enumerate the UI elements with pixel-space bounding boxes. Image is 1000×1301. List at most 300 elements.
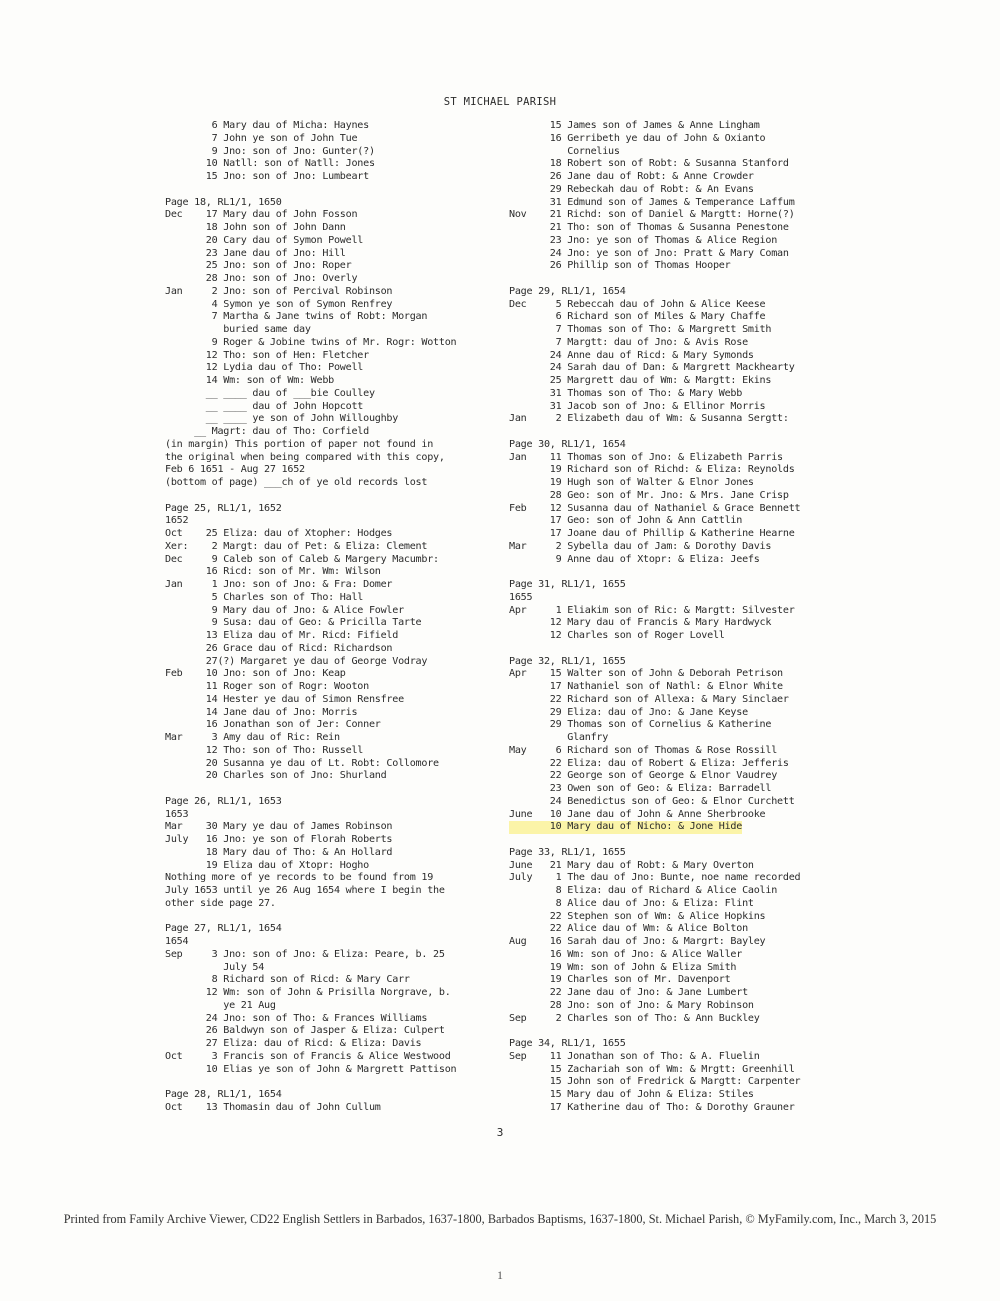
record-line	[165, 987, 495, 1000]
record-text: Page 27, RL1/1, 1654	[165, 923, 282, 935]
record-line	[509, 885, 839, 898]
record-text: Page 28, RL1/1, 1654	[165, 1089, 282, 1100]
record-text: 22 Stephen son of Wm: & Alice Hopkins	[509, 910, 766, 922]
record-line	[509, 452, 839, 465]
record-line	[509, 401, 839, 414]
record-text: 18 John son of John Dann	[165, 222, 346, 233]
record-text: 7 Margtt: dau of Jno: & Avis Rose	[509, 336, 748, 348]
record-text: 9 Jno: son of Jno: Gunter(?)	[165, 145, 375, 157]
record-text: buried same day	[165, 324, 311, 335]
page-reference-line	[509, 286, 839, 299]
record-line	[165, 146, 495, 159]
record-line	[165, 758, 495, 771]
record-text: Oct 25 Eliza: dau of Xtopher: Hodges	[165, 528, 393, 539]
record-line	[165, 362, 495, 375]
record-text: Page 18, RL1/1, 1650	[165, 196, 282, 208]
record-text: 5 Charles son of Tho: Hall	[165, 591, 364, 603]
record-text: 7 John ye son of John Tue	[165, 132, 358, 144]
record-text: June 21 Mary dau of Robt: & Mary Overton	[509, 859, 754, 871]
record-text: 22 Alice dau of Wm: & Alice Bolton	[509, 923, 748, 935]
record-text: Mar 30 Mary ye dau of James Robinson	[165, 821, 393, 833]
record-text: Feb 10 Jno: son of Jno: Keap	[165, 668, 346, 680]
record-line	[165, 656, 495, 669]
record-line	[165, 375, 495, 388]
record-line	[509, 171, 839, 184]
record-text: 6 Mary dau of Micha: Haynes	[165, 120, 369, 131]
record-line	[165, 286, 495, 299]
record-text: 14 Wm: son of Wm: Webb	[165, 375, 334, 386]
record-text: June 10 Jane dau of John & Anne Sherbrooke	[509, 808, 766, 820]
record-line	[165, 617, 495, 630]
record-text: 12 Tho: son of Tho: Russell	[165, 744, 364, 756]
record-line	[165, 1102, 495, 1115]
record-text: Page 33, RL1/1, 1655	[509, 846, 626, 858]
record-text: 8 Richard son of Ricd: & Mary Carr	[165, 974, 410, 986]
record-line	[165, 1064, 495, 1077]
record-text: 20 Susanna ye dau of Lt. Robt: Collomore	[165, 757, 439, 769]
record-line	[509, 299, 839, 312]
record-line	[509, 375, 839, 388]
record-text: 15 James son of James & Anne Lingham	[509, 120, 760, 131]
record-line	[509, 668, 839, 681]
page-reference-line	[509, 1038, 839, 1051]
record-text: 22 Eliza: dau of Robert & Eliza: Jefferis	[509, 757, 789, 769]
record-line	[165, 1076, 495, 1089]
left-column	[165, 120, 495, 1115]
record-line	[509, 796, 839, 809]
record-text: 23 Jane dau of Jno: Hill	[165, 247, 346, 259]
page-reference-line	[165, 1089, 495, 1102]
record-text: 23 Jno: ye son of Thomas & Alice Region	[509, 234, 778, 246]
record-line	[165, 464, 495, 477]
record-text: May 6 Richard son of Thomas & Rose Rossill	[509, 744, 778, 756]
record-line	[509, 809, 839, 822]
record-text: 15 Zachariah son of Wm: & Mrgtt: Greenhill	[509, 1063, 795, 1075]
record-text: Oct 3 Francis son of Francis & Alice Westwood	[165, 1050, 451, 1062]
record-text: 24 Jno: ye son of Jno: Pratt & Mary Coman	[509, 247, 789, 259]
record-line	[165, 248, 495, 261]
record-text: ye 21 Aug	[165, 999, 276, 1011]
record-line	[165, 745, 495, 758]
record-line	[509, 821, 839, 834]
record-line	[165, 171, 495, 184]
record-line	[165, 158, 495, 171]
record-line	[509, 770, 839, 783]
record-text: 27 Eliza: dau of Ricd: & Eliza: Davis	[165, 1038, 422, 1049]
page-reference-line	[509, 656, 839, 669]
record-text: 19 Charles son of Mr. Davenport	[509, 974, 731, 986]
record-text: 10 Elias ye son of John & Margrett Pattison	[165, 1063, 457, 1075]
right-column	[509, 120, 839, 1115]
record-line	[509, 974, 839, 987]
record-line	[165, 949, 495, 962]
record-line	[509, 1013, 839, 1026]
record-line	[509, 477, 839, 490]
record-text: Mar 3 Amy dau of Ric: Rein	[165, 732, 340, 743]
record-text: 28 Jno: son of Jno: & Mary Robinson	[509, 999, 754, 1011]
record-line	[509, 592, 839, 605]
page-number: 3	[496, 1126, 504, 1139]
record-text: 17 Nathaniel son of Nathl: & Elnor White	[509, 681, 783, 692]
record-text: 21 Tho: son of Thomas & Susanna Penestone	[509, 222, 789, 233]
page-reference-line	[509, 847, 839, 860]
record-text: 16 Jonathan son of Jer: Conner	[165, 719, 381, 731]
record-text: 22 Richard son of Allexa: & Mary Sinclaer	[509, 693, 789, 705]
record-line	[509, 541, 839, 554]
record-line	[509, 311, 839, 324]
record-text: 25 Jno: son of Jno: Roper	[165, 260, 352, 272]
page-reference-line	[165, 197, 495, 210]
record-line	[165, 911, 495, 924]
record-text: __ ____ ye son of John Willoughby	[165, 413, 399, 425]
record-text: July 1653 until ye 26 Aug 1654 where I begin the	[165, 885, 445, 896]
record-text: Page 34, RL1/1, 1655	[509, 1038, 626, 1049]
record-line	[165, 311, 495, 324]
record-line	[509, 605, 839, 618]
record-text: 6 Richard son of Miles & Mary Chaffe	[509, 311, 766, 323]
record-text: Page 25, RL1/1, 1652	[165, 502, 282, 514]
record-line	[509, 350, 839, 363]
highlighted-record-text: 10 Mary dau of Nicho: & Jone Hide	[509, 821, 743, 833]
record-line	[509, 503, 839, 516]
record-line	[509, 962, 839, 975]
record-text: 24 Benedictus son of Geo: & Elnor Curchett	[509, 795, 795, 807]
footer-citation: Printed from Family Archive Viewer, CD22 English Settlers in Barbados, 1637-1800, Barbados Baptisms, 1637-1800, St. Michael Parish, © MyFamily.com, Inc., March 3, 2015	[63, 1212, 937, 1226]
page-reference-line	[165, 923, 495, 936]
record-text: 20 Cary dau of Symon Powell	[165, 234, 364, 246]
record-text: 1654	[165, 936, 189, 947]
record-line	[165, 821, 495, 834]
record-text: Apr 1 Eliakim son of Ric: & Margtt: Silvester	[509, 604, 795, 616]
record-line	[509, 184, 839, 197]
record-line	[509, 745, 839, 758]
record-line	[509, 923, 839, 936]
record-text: 22 George son of George & Elnor Vaudrey	[509, 770, 778, 782]
record-text: 1652	[165, 515, 189, 527]
record-line	[165, 209, 495, 222]
record-text: Jan 11 Thomas son of Jno: & Elizabeth Parris	[509, 451, 783, 463]
record-text: 4 Symon ye son of Symon Renfrey	[165, 298, 393, 310]
record-text: 19 Hugh son of Walter & Elnor Jones	[509, 477, 754, 488]
record-text: Aug 16 Sarah dau of Jno: & Margrt: Bayley	[509, 936, 766, 947]
record-line	[165, 452, 495, 465]
record-text: Page 32, RL1/1, 1655	[509, 655, 626, 667]
record-text: 14 Hester ye dau of Simon Rensfree	[165, 693, 404, 705]
record-line	[165, 401, 495, 414]
record-line	[165, 273, 495, 286]
record-text: Jan 1 Jno: son of Jno: & Fra: Domer	[165, 579, 393, 590]
record-line	[509, 133, 839, 146]
record-text: July 54	[165, 961, 265, 973]
page-reference-line	[509, 439, 839, 452]
record-text: 1653	[165, 808, 189, 820]
record-line	[165, 783, 495, 796]
record-text: Feb 12 Susanna dau of Nathaniel & Grace Bennett	[509, 502, 801, 514]
record-line	[509, 911, 839, 924]
record-text: Dec 5 Rebeccah dau of John & Alice Keese	[509, 298, 766, 310]
record-text: 28 Jno: son of Jno: Overly	[165, 273, 358, 284]
record-line	[165, 426, 495, 439]
record-line	[165, 936, 495, 949]
record-text: 12 Charles son of Roger Lovell	[509, 630, 725, 641]
record-text: 31 Edmund son of James & Temperance Laffum	[509, 196, 795, 208]
record-text: Page 26, RL1/1, 1653	[165, 795, 282, 807]
record-text: 27(?) Margaret ye dau of George Vodray	[165, 655, 428, 667]
record-line	[509, 872, 839, 885]
record-line	[509, 209, 839, 222]
record-text: 8 Eliza: dau of Richard & Alice Caolin	[509, 885, 778, 896]
record-line	[509, 197, 839, 210]
record-line	[165, 133, 495, 146]
record-line	[165, 541, 495, 554]
record-line	[509, 1089, 839, 1102]
record-line	[509, 681, 839, 694]
record-line	[165, 643, 495, 656]
record-line	[509, 1064, 839, 1077]
record-line	[509, 120, 839, 133]
record-line	[509, 834, 839, 847]
record-line	[165, 707, 495, 720]
record-line	[165, 885, 495, 898]
record-text: Glanfry	[509, 732, 609, 743]
record-text: 20 Charles son of Jno: Shurland	[165, 770, 387, 782]
record-line	[165, 120, 495, 133]
record-text: __ Magrt: dau of Tho: Corfield	[165, 426, 369, 437]
record-line	[165, 872, 495, 885]
record-line	[509, 732, 839, 745]
record-line	[165, 847, 495, 860]
page-reference-line	[165, 503, 495, 516]
record-line	[165, 694, 495, 707]
record-line	[165, 350, 495, 363]
record-line	[509, 362, 839, 375]
record-text: (bottom of page) ___ch of ye old records lost	[165, 477, 428, 488]
record-text: July 16 Jno: ye son of Florah Roberts	[165, 834, 393, 845]
record-text: 19 Richard son of Richd: & Eliza: Reynolds	[509, 464, 795, 476]
record-line	[509, 222, 839, 235]
record-text: 23 Owen son of Geo: & Eliza: Barradell	[509, 783, 772, 794]
record-line	[509, 337, 839, 350]
record-line	[509, 515, 839, 528]
record-line	[165, 490, 495, 503]
record-text: 16 Wm: son of Jno: & Alice Waller	[509, 948, 743, 960]
record-line	[165, 592, 495, 605]
record-line	[509, 694, 839, 707]
record-line	[509, 324, 839, 337]
record-line	[165, 1013, 495, 1026]
footer-page-number: 1	[497, 1268, 503, 1282]
record-line	[165, 809, 495, 822]
record-text: 18 Mary dau of Tho: & An Hollard	[165, 846, 393, 858]
record-text: Dec 17 Mary dau of John Fosson	[165, 209, 358, 221]
record-text: 8 Alice dau of Jno: & Eliza: Flint	[509, 897, 754, 909]
record-text: 1655	[509, 591, 533, 603]
record-text: Page 29, RL1/1, 1654	[509, 285, 626, 297]
record-line	[165, 898, 495, 911]
record-line	[165, 337, 495, 350]
record-line	[509, 936, 839, 949]
record-text: 11 Roger son of Rogr: Wooton	[165, 681, 369, 692]
record-text: 26 Jane dau of Robt: & Anne Crowder	[509, 171, 754, 182]
document-title: ST MICHAEL PARISH	[443, 96, 557, 108]
record-line	[509, 260, 839, 273]
record-line	[165, 630, 495, 643]
record-line	[165, 222, 495, 235]
record-line	[165, 439, 495, 452]
record-line	[165, 554, 495, 567]
record-text: 15 John son of Fredrick & Margtt: Carpenter	[509, 1076, 801, 1088]
record-text: Page 30, RL1/1, 1654	[509, 438, 626, 450]
record-line	[509, 617, 839, 630]
record-line	[509, 630, 839, 643]
record-line	[165, 860, 495, 873]
record-text: 18 Robert son of Robt: & Susanna Stanford	[509, 158, 789, 170]
record-text: the original when being compared with this copy,	[165, 451, 445, 463]
record-line	[165, 528, 495, 541]
record-line	[509, 490, 839, 503]
record-text: 13 Eliza dau of Mr. Ricd: Fifield	[165, 630, 399, 641]
record-line	[165, 719, 495, 732]
record-line	[509, 1000, 839, 1013]
record-line	[165, 1051, 495, 1064]
record-line	[165, 184, 495, 197]
record-line	[509, 146, 839, 159]
record-text: 25 Margrett dau of Wm: & Margtt: Ekins	[509, 375, 772, 386]
record-text: 17 Joane dau of Phillip & Katherine Hearne	[509, 528, 795, 539]
record-text: 12 Lydia dau of Tho: Powell	[165, 362, 364, 374]
record-text: __ ____ dau of John Hopcott	[165, 400, 364, 412]
record-text: Sep 2 Charles son of Tho: & Ann Buckley	[509, 1012, 760, 1024]
record-text: Oct 13 Thomasin dau of John Cullum	[165, 1101, 381, 1113]
record-line	[509, 528, 839, 541]
record-text: Xer: 2 Margt: dau of Pet: & Eliza: Clement	[165, 540, 428, 552]
record-text: 17 Katherine dau of Tho: & Dorothy Grauner	[509, 1101, 795, 1113]
record-text: 17 Geo: son of John & Ann Cattlin	[509, 515, 743, 527]
page-reference-line	[509, 579, 839, 592]
record-text: 12 Mary dau of Francis & Mary Hardwyck	[509, 617, 772, 629]
record-text: 26 Phillip son of Thomas Hooper	[509, 260, 731, 272]
record-line	[165, 260, 495, 273]
record-text: 24 Sarah dau of Dan: & Margrett Mackhearty	[509, 362, 795, 374]
record-text: 7 Martha & Jane twins of Robt: Morgan	[165, 311, 428, 323]
record-text: Feb 6 1651 - Aug 27 1652	[165, 464, 305, 476]
record-text: Apr 15 Walter son of John & Deborah Petrison	[509, 668, 783, 680]
record-line	[165, 681, 495, 694]
record-text: Mar 2 Sybella dau of Jam: & Dorothy Davis	[509, 540, 772, 552]
record-line	[509, 566, 839, 579]
record-text: 15 Jno: son of Jno: Lumbeart	[165, 171, 369, 182]
record-line	[509, 1076, 839, 1089]
record-line	[165, 413, 495, 426]
record-text: 22 Jane dau of Jno: & Jane Lumbert	[509, 987, 748, 998]
record-line	[165, 974, 495, 987]
record-text: Jan 2 Elizabeth dau of Wm: & Susanna Sergtt:	[509, 413, 789, 425]
record-line	[165, 477, 495, 490]
record-line	[165, 324, 495, 337]
page-reference-line	[165, 796, 495, 809]
record-line	[509, 860, 839, 873]
record-line	[509, 413, 839, 426]
record-line	[165, 388, 495, 401]
record-line	[509, 273, 839, 286]
record-text: Page 31, RL1/1, 1655	[509, 579, 626, 590]
record-text: other side page 27.	[165, 897, 276, 909]
record-line	[165, 732, 495, 745]
record-text: 19 Wm: son of John & Eliza Smith	[509, 961, 737, 973]
record-line	[509, 719, 839, 732]
record-text: 15 Mary dau of John & Eliza: Stiles	[509, 1089, 754, 1100]
record-line	[165, 1038, 495, 1051]
record-line	[165, 962, 495, 975]
record-text: 12 Wm: son of John & Prisilla Norgrave, b.	[165, 987, 451, 998]
record-text: 24 Anne dau of Ricd: & Mary Symonds	[509, 349, 754, 361]
record-line	[165, 1025, 495, 1038]
record-line	[165, 605, 495, 618]
record-line	[165, 235, 495, 248]
record-line	[509, 1102, 839, 1115]
record-text: Nothing more of ye records to be found from 19	[165, 872, 434, 884]
record-line	[165, 566, 495, 579]
record-line	[165, 579, 495, 592]
record-line	[165, 299, 495, 312]
record-text: (in margin) This portion of paper not found in	[165, 438, 434, 450]
record-text: 14 Jane dau of Jno: Morris	[165, 706, 358, 718]
record-line	[509, 987, 839, 1000]
record-text: 31 Thomas son of Tho: & Mary Webb	[509, 387, 743, 399]
record-text: 29 Eliza: dau of Jno: & Jane Keyse	[509, 706, 748, 718]
record-line	[165, 770, 495, 783]
record-text: __ ____ dau of ___bie Coulley	[165, 387, 375, 399]
record-line	[509, 949, 839, 962]
record-line	[509, 783, 839, 796]
record-text: 29 Rebeckah dau of Robt: & An Evans	[509, 183, 754, 195]
record-line	[509, 158, 839, 171]
record-text: Dec 9 Caleb son of Caleb & Margery Macumbr:	[165, 553, 439, 565]
record-line	[509, 235, 839, 248]
record-line	[165, 668, 495, 681]
record-line	[509, 554, 839, 567]
record-line	[509, 643, 839, 656]
record-text: 10 Natll: son of Natll: Jones	[165, 158, 375, 170]
record-line	[509, 248, 839, 261]
record-line	[509, 758, 839, 771]
record-text: Nov 21 Richd: son of Daniel & Margtt: Horne(?)	[509, 209, 795, 221]
record-line	[509, 426, 839, 439]
record-line	[509, 388, 839, 401]
record-text: 31 Jacob son of Jno: & Ellinor Morris	[509, 400, 766, 412]
record-line	[509, 898, 839, 911]
record-text: July 1 The dau of Jno: Bunte, noe name recorded	[509, 872, 801, 884]
record-line	[165, 834, 495, 847]
record-text: 7 Thomas son of Tho: & Margrett Smith	[509, 324, 772, 335]
record-line	[165, 515, 495, 528]
record-line	[509, 707, 839, 720]
record-text: Sep 3 Jno: son of Jno: & Eliza: Peare, b. 25	[165, 948, 445, 960]
record-line	[509, 1051, 839, 1064]
record-text: 9 Susa: dau of Geo: & Pricilla Tarte	[165, 617, 422, 629]
record-text: 9 Mary dau of Jno: & Alice Fowler	[165, 604, 404, 616]
record-text: 29 Thomas son of Cornelius & Katherine	[509, 719, 772, 731]
record-text: Sep 11 Jonathan son of Tho: & A. Fluelin	[509, 1050, 760, 1062]
record-text: Cornelius	[509, 145, 620, 157]
record-line	[509, 1025, 839, 1038]
record-text: 24 Jno: son of Tho: & Frances Williams	[165, 1012, 428, 1024]
record-text: 9 Roger & Jobine twins of Mr. Rogr: Wotton	[165, 336, 457, 348]
record-text: 16 Ricd: son of Mr. Wm: Wilson	[165, 566, 381, 578]
record-text: 26 Grace dau of Ricd: Richardson	[165, 642, 393, 654]
record-text: 19 Eliza dau of Xtopr: Hogho	[165, 859, 369, 871]
record-text: 12 Tho: son of Hen: Fletcher	[165, 349, 369, 361]
